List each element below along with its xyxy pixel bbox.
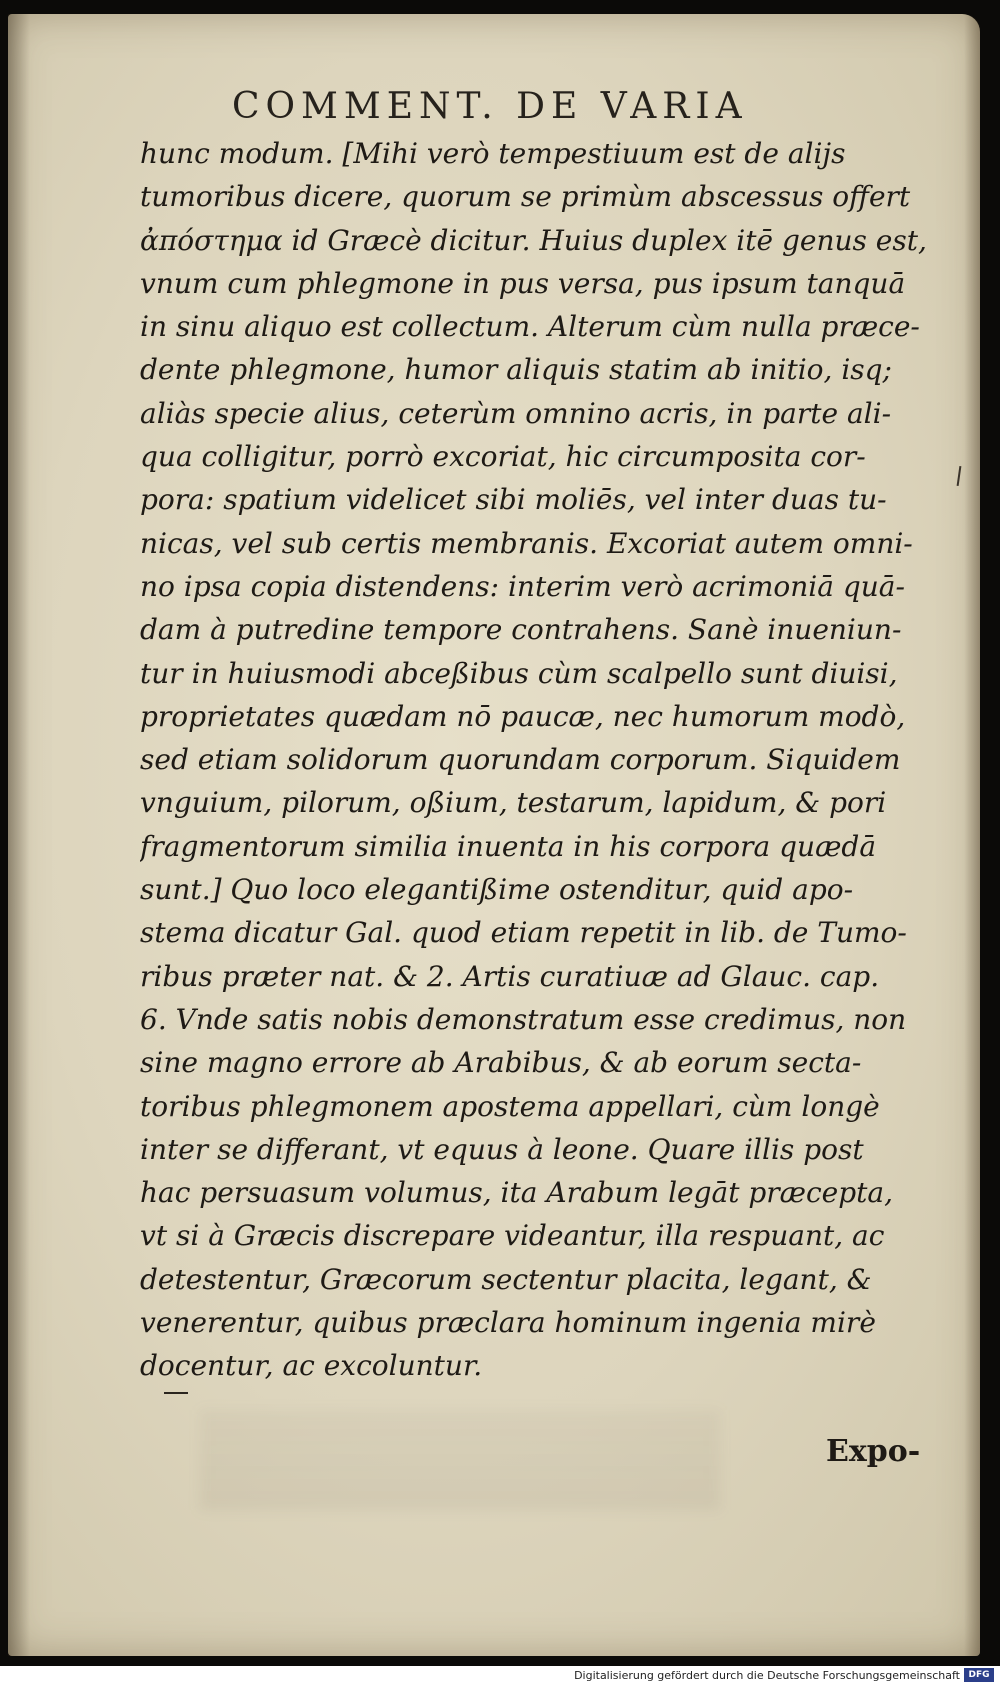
text-line: qua colligitur, porrò excoriat, hic circumposita cor- xyxy=(140,440,866,474)
text-line: in sinu aliquo est collectum. Alterum cùm nulla præce- xyxy=(140,310,920,344)
text-line: vnum cum phlegmone in pus versa, pus ipsum tanquā xyxy=(140,266,906,300)
text-line: sine magno errore ab Arabibus, & ab eorum secta- xyxy=(140,1046,862,1080)
text-line: inter se differant, vt equus à leone. Quare illis post xyxy=(140,1132,864,1166)
text-line: dam à putredine tempore contrahens. Sanè inueniun- xyxy=(140,613,902,647)
text-line: proprietates quædam nō paucæ, nec humorum modò, xyxy=(140,699,906,733)
text-line: ribus præter nat. & 2. Artis curatiuæ ad Glauc. cap. xyxy=(140,959,880,993)
text-line: ἀπόστημα id Græcè dicitur. Huius duplex itē genus est, xyxy=(140,223,927,257)
text-line: dente phlegmone, humor aliquis statim ab initio, isq; xyxy=(140,353,892,387)
gutter-shadow xyxy=(8,14,30,1656)
dfg-logo-icon[interactable]: DFG xyxy=(964,1668,994,1682)
text-line: no ipsa copia distendens: interim verò acrimoniā quā- xyxy=(140,569,905,603)
text-line: stema dicatur Gal. quod etiam repetit in lib. de Tumo- xyxy=(140,916,907,950)
text-line: hunc modum. [Mihi verò tempestiuum est de aliјs xyxy=(140,137,846,170)
running-head: COMMENT. DE VARIA xyxy=(232,86,748,127)
text-line: sunt.] Quo loco elegantißime ostenditur, quid apo- xyxy=(140,873,854,907)
text-line: vt si à Græcis discrepare videantur, illa respuant, ac xyxy=(140,1219,885,1253)
body-text xyxy=(140,132,940,1388)
catchword: Expo- xyxy=(826,1434,921,1469)
text-line: detestentur, Græcorum sectentur placita, legant, & xyxy=(140,1262,872,1296)
text-line: fragmentorum similia inuenta in his corpora quædā xyxy=(140,829,877,863)
footnote-mark xyxy=(164,1392,188,1394)
text-line: vnguium, pilorum, oßium, testarum, lapidum, & pori xyxy=(140,786,887,820)
text-line: docentur, ac excoluntur. xyxy=(140,1349,483,1383)
text-line: aliàs specie alius, ceterùm omnino acris, in parte ali- xyxy=(140,396,892,430)
show-through-bleed xyxy=(200,1410,720,1510)
page-edge xyxy=(964,14,980,1656)
digitization-credit: Digitalisierung gefördert durch die Deutsche Forschungsgemeinschaft xyxy=(574,1669,960,1682)
text-line: pora: spatium videlicet sibi moliēs, vel inter duas tu- xyxy=(140,483,887,517)
text-line: tumoribus dicere, quorum se primùm abscessus offert xyxy=(140,180,911,214)
text-line: hac persuasum volumus, ita Arabum legāt præcepta, xyxy=(140,1176,894,1210)
text-line: 6. Vnde satis nobis demonstratum esse credimus, non xyxy=(140,1002,907,1036)
text-line: toribus phlegmonem apostema appellari, cùm longè xyxy=(140,1089,880,1123)
text-line: nicas, vel sub certis membranis. Excoriat autem omni- xyxy=(140,526,913,560)
text-line: venerentur, quibus præclara hominum ingenia mirè xyxy=(140,1306,876,1340)
text-line: sed etiam solidorum quorundam corporum. Siquidem xyxy=(140,743,901,777)
text-line: tur in huiusmodi abceßibus cùm scalpello sunt diuisi, xyxy=(140,656,898,690)
